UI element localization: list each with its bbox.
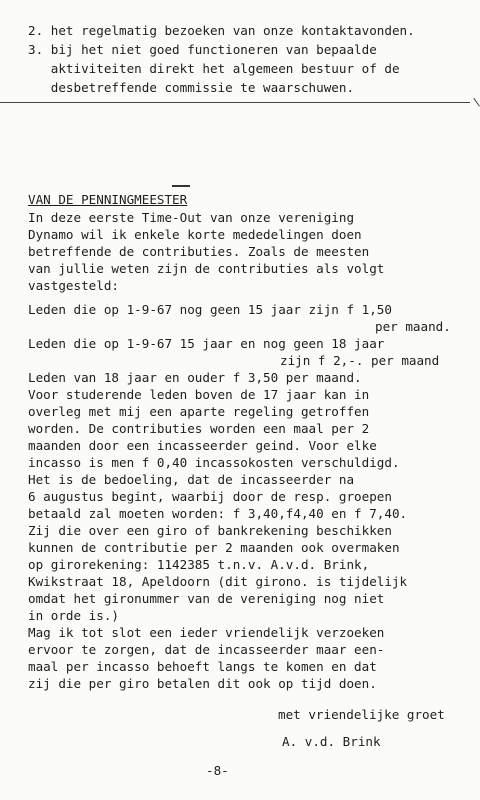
section-heading: VAN DE PENNINGMEESTER xyxy=(28,192,188,207)
body-line: ervoor te zorgen, dat de incasseerder maar een- xyxy=(28,642,385,657)
body-line: op girorekening: 1142385 t.n.v. A.v.d. Brink, xyxy=(28,557,370,572)
body-line: maal per incasso behoeft langs te komen en dat xyxy=(28,659,377,674)
divider-line xyxy=(0,102,470,103)
body-line: omdat het gironummer van de vereniging nog niet xyxy=(28,591,385,606)
body-line: In deze eerste Time-Out van onze vereniging xyxy=(28,210,355,225)
body-line: Het is de bedoeling, dat de incasseerder na xyxy=(28,472,355,487)
heading-mark xyxy=(172,185,190,187)
body-line: incasso is men f 0,40 incassokosten verschuldigd. xyxy=(28,455,400,470)
body-line: maanden door een incasseerder geind. Voor elke xyxy=(28,438,377,453)
body-line: Mag ik tot slot een ieder vriendelijk verzoeken xyxy=(28,625,385,640)
page-number: -8- xyxy=(206,763,229,778)
list-item-2: 2. het regelmatig bezoeken van onze kontaktavonden. xyxy=(28,23,415,38)
body-line: overleg met mij een aparte regeling getroffen xyxy=(28,404,370,419)
list-item-3-cont-2: desbetreffende commissie te waarschuwen. xyxy=(28,80,355,95)
body-line: betreffende de contributies. Zoals de meesten xyxy=(28,244,370,259)
signature: A. v.d. Brink xyxy=(282,734,381,749)
fee-line-1-cont: per maand. xyxy=(375,319,451,334)
body-line: zij die per giro betalen dit ook op tijd doen. xyxy=(28,676,377,691)
list-item-3-cont: aktiviteiten direkt het algemeen bestuur of de xyxy=(28,61,400,76)
fee-line-3: Leden van 18 jaar en ouder f 3,50 per maand. xyxy=(28,370,362,385)
body-line: 6 augustus begint, waarbij door de resp. groepen xyxy=(28,489,392,504)
body-line: in orde is.) xyxy=(28,608,119,623)
fee-line-2: Leden die op 1-9-67 15 jaar en nog geen 18 jaar xyxy=(28,336,385,351)
body-line: betaald zal moeten worden: f 3,40,f4,40 en f 7,40. xyxy=(28,506,408,521)
divider-tail xyxy=(465,98,480,113)
closing-greeting: met vriendelijke groet xyxy=(278,707,445,722)
fee-line-1: Leden die op 1-9-67 nog geen 15 jaar zijn f 1,50 xyxy=(28,302,392,317)
body-line: van jullie weten zijn de contributies als volgt xyxy=(28,261,385,276)
body-line: kunnen de contributie per 2 maanden ook overmaken xyxy=(28,540,400,555)
body-line: vastgesteld: xyxy=(28,278,119,293)
body-line: Kwikstraat 18, Apeldoorn (dit girono. is tijdelijk xyxy=(28,574,408,589)
body-line: Dynamo wil ik enkele korte mededelingen doen xyxy=(28,227,362,242)
body-line: Voor studerende leden boven de 17 jaar kan in xyxy=(28,387,370,402)
body-line: worden. De contributies worden een maal per 2 xyxy=(28,421,370,436)
list-item-3: 3. bij het niet goed functioneren van bepaalde xyxy=(28,42,377,57)
fee-line-2-cont: zijn f 2,-. per maand xyxy=(280,353,440,368)
body-line: Zij die over een giro of bankrekening beschikken xyxy=(28,523,392,538)
